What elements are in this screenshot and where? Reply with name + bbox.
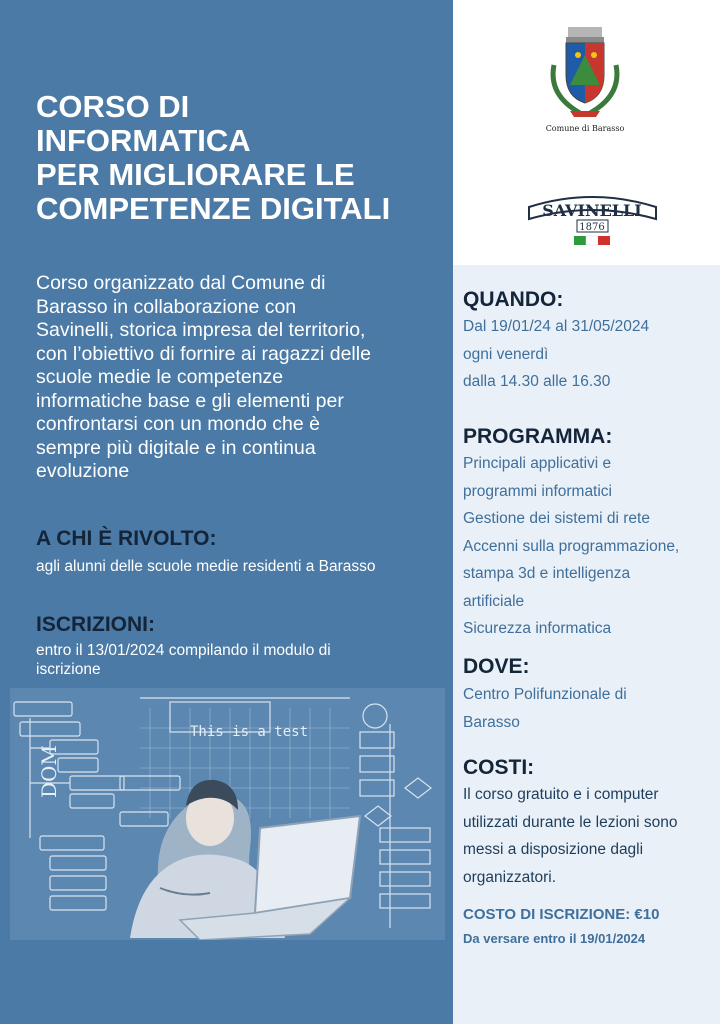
registration-fee-deadline: Da versare entro il 19/01/2024 <box>463 931 646 946</box>
enrollment-text <box>36 641 331 679</box>
program-line: programmi informatici <box>463 482 613 500</box>
dom-label: DOM <box>37 745 61 798</box>
code-text: This is a test <box>190 724 309 740</box>
target-text: agli alunni delle scuole medie residenti a Barasso <box>36 558 376 575</box>
enrollment-heading: ISCRIZIONI: <box>36 613 155 636</box>
when-details <box>463 313 649 396</box>
costs-line: utilizzati durante le lezioni sono <box>463 813 678 831</box>
costs-heading: COSTI: <box>463 756 535 779</box>
brand-name: SAVINELLI <box>542 201 642 220</box>
title-line: PER MIGLIORARE LE <box>36 157 355 192</box>
title-line: INFORMATICA <box>36 123 251 158</box>
intro-line: Barasso in collaborazione con <box>36 295 297 318</box>
when-line: dalla 14.30 alle 16.30 <box>463 373 611 390</box>
program-line: Accenni sulla programmazione, <box>463 537 680 555</box>
municipality-name: Comune di Barasso <box>545 124 625 133</box>
intro-paragraph <box>36 272 436 484</box>
where-line: Centro Polifunzionale di <box>463 686 627 703</box>
registration-fee: COSTO DI ISCRIZIONE: €10 <box>463 906 660 923</box>
target-heading: A CHI È RIVOLTO: <box>36 527 217 550</box>
when-line: Dal 19/01/24 al 31/05/2024 <box>463 318 650 335</box>
intro-line: con l’obiettivo di fornire ai ragazzi delle <box>36 342 371 365</box>
course-title <box>36 90 446 226</box>
brand-year: 1876 <box>579 222 605 233</box>
enrollment-line: iscrizione <box>36 661 101 678</box>
where-heading: DOVE: <box>463 655 530 678</box>
program-heading: PROGRAMMA: <box>463 425 613 448</box>
program-line: Principali applicativi e <box>463 455 612 472</box>
costs-line: organizzatori. <box>463 868 557 886</box>
program-details <box>463 450 679 643</box>
intro-line: evoluzione <box>36 460 130 482</box>
intro-line: scuole medie le competenze <box>36 366 284 388</box>
enrollment-line: entro il 13/01/2024 compilando il modulo di <box>36 642 331 659</box>
program-line: artificiale <box>463 592 525 610</box>
intro-line: informatiche base e gli elementi per <box>36 389 344 412</box>
intro-line: Savinelli, storica impresa del territorio, <box>36 319 366 341</box>
when-line: ogni venerdì <box>463 345 549 363</box>
municipality-coat-of-arms <box>540 25 630 135</box>
title-line: CORSO DI <box>36 89 190 124</box>
intro-line: Corso organizzato dal Comune di <box>36 272 326 294</box>
costs-line: messi a disposizione dagli <box>463 841 644 858</box>
program-line: stampa 3d e intelligenza <box>463 565 631 582</box>
where-details <box>463 681 627 736</box>
computer-student-illustration <box>10 688 445 940</box>
program-line: Gestione dei sistemi di rete <box>463 510 650 527</box>
savinelli-logo <box>525 185 660 247</box>
intro-line: sempre più digitale e in continua <box>36 436 316 459</box>
where-line: Barasso <box>463 713 520 731</box>
intro-line: confrontarsi con un mondo che è <box>36 413 321 435</box>
costs-line: Il corso gratuito e i computer <box>463 786 659 803</box>
when-heading: QUANDO: <box>463 288 564 311</box>
costs-details <box>463 781 678 891</box>
program-line: Sicurezza informatica <box>463 620 612 637</box>
title-line: COMPETENZE DIGITALI <box>36 191 391 226</box>
